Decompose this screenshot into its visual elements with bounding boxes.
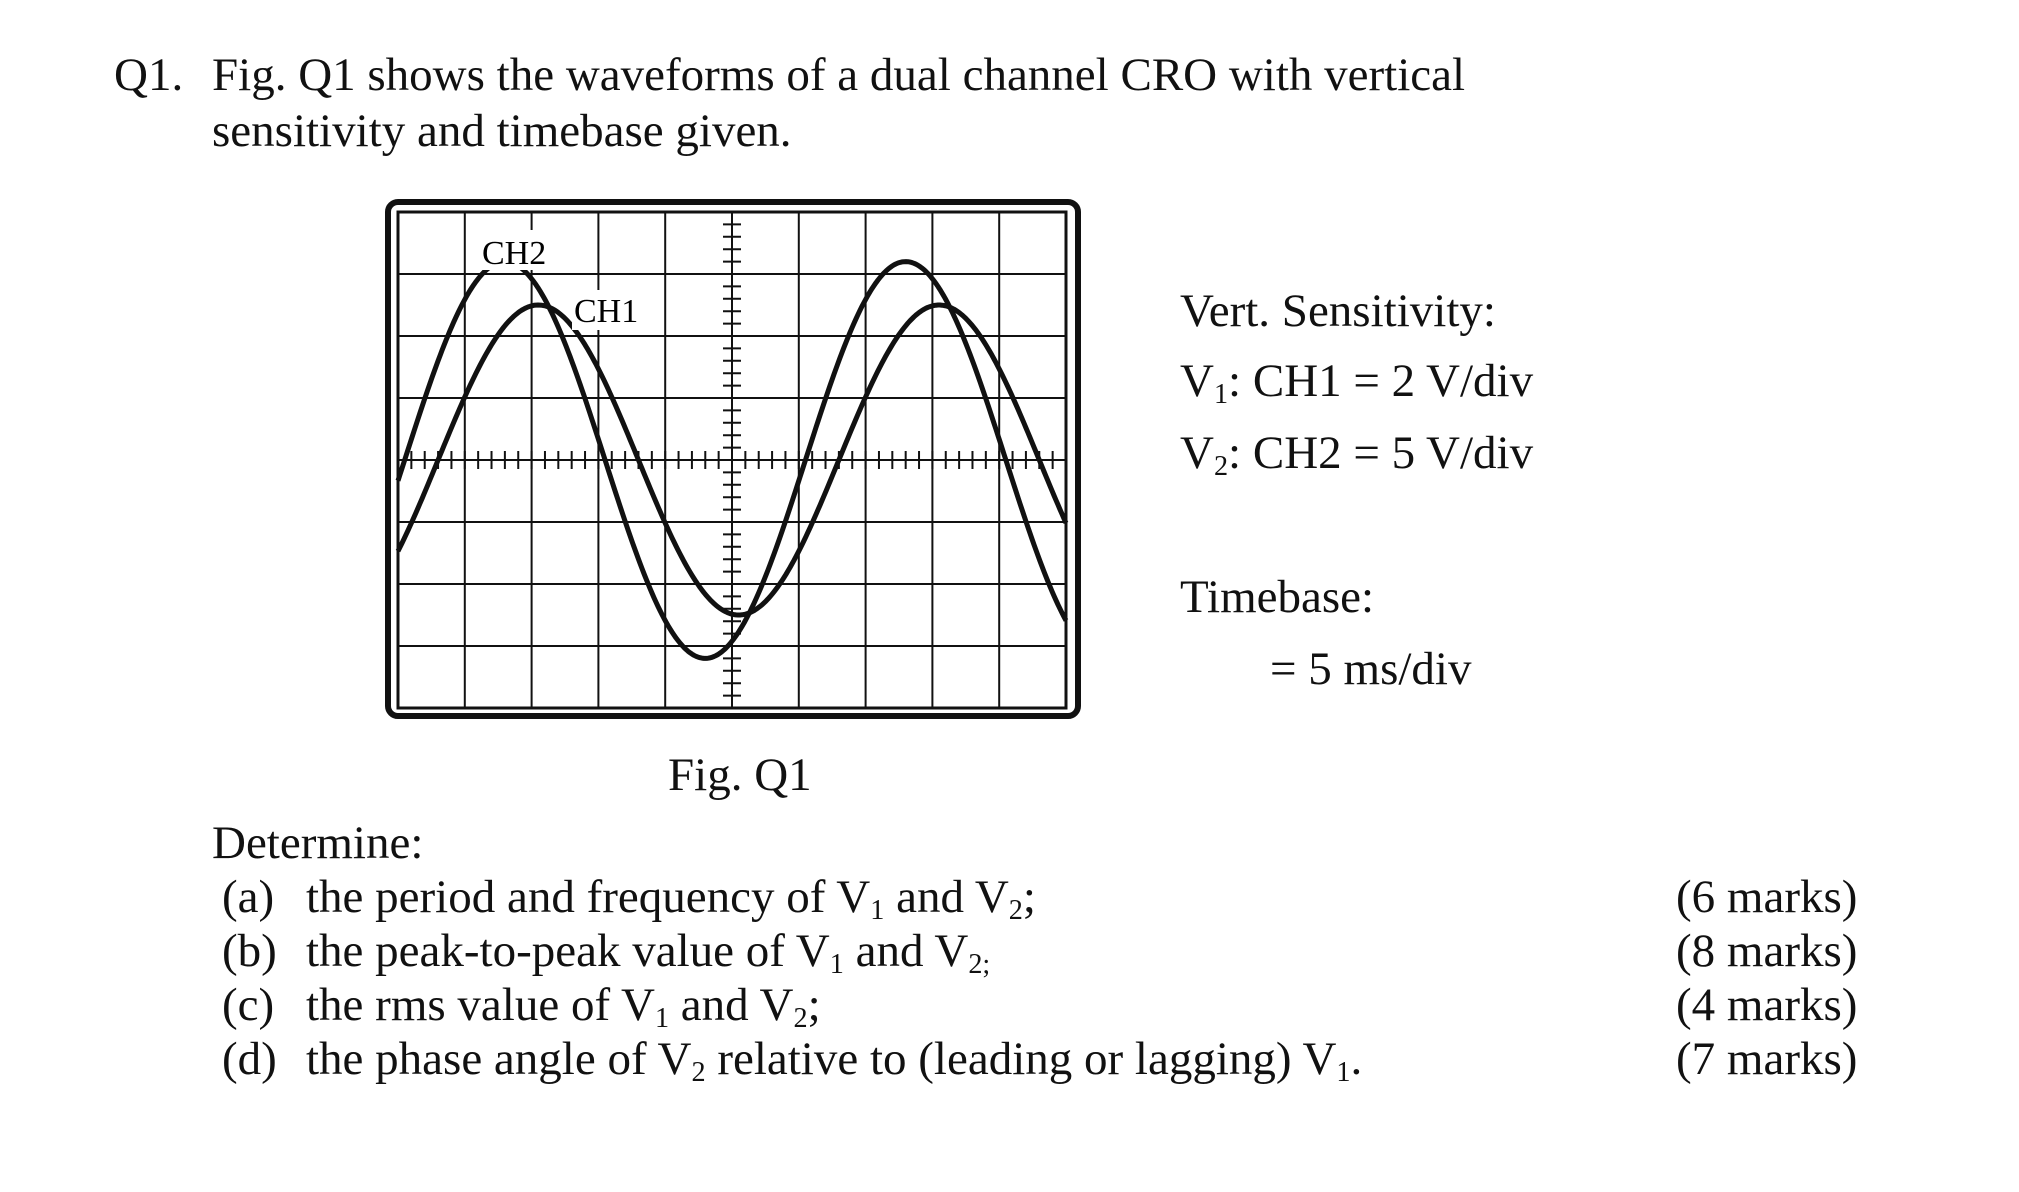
question-line-2: sensitivity and timebase given. [212, 105, 792, 157]
question-number: Q1. [114, 49, 184, 101]
timebase-heading: Timebase: [1180, 571, 1375, 623]
vert-sensitivity-heading: Vert. Sensitivity: [1180, 285, 1496, 337]
figure-caption: Fig. Q1 [668, 749, 812, 801]
ch2-label: CH2 [482, 235, 547, 272]
timebase-value: = 5 ms/div [1270, 643, 1472, 695]
task-item-text: the period and frequency of $V_1$ and $V_2$; [306, 871, 1036, 927]
v1-sensitivity: $V_1$: CH1 = 2 V/div [1180, 355, 1534, 411]
determine-intro: Determine: [212, 817, 424, 869]
task-item-marks: (7 marks) [1676, 1033, 1858, 1085]
task-item-label: (c) [222, 979, 275, 1031]
task-item-text: the phase angle of $V_2$ relative to (leading or lagging) $V_1$. [306, 1033, 1363, 1089]
task-item-text: the peak-to-peak value of $V_1$ and $V_{2;}$ [306, 925, 991, 981]
oscilloscope-figure [384, 198, 1084, 728]
v2-sensitivity: $V_2$: CH2 = 5 V/div [1180, 427, 1534, 483]
task-item-marks: (4 marks) [1676, 979, 1858, 1031]
task-item-label: (b) [222, 925, 277, 977]
task-item-text: the rms value of $V_1$ and $V_2$; [306, 979, 821, 1035]
task-item-label: (d) [222, 1033, 277, 1085]
task-item-label: (a) [222, 871, 275, 923]
task-item-marks: (6 marks) [1676, 871, 1858, 923]
question-line-1: Fig. Q1 shows the waveforms of a dual channel CRO with vertical [212, 49, 1466, 101]
ch1-label: CH1 [574, 293, 639, 330]
task-item-marks: (8 marks) [1676, 925, 1858, 977]
